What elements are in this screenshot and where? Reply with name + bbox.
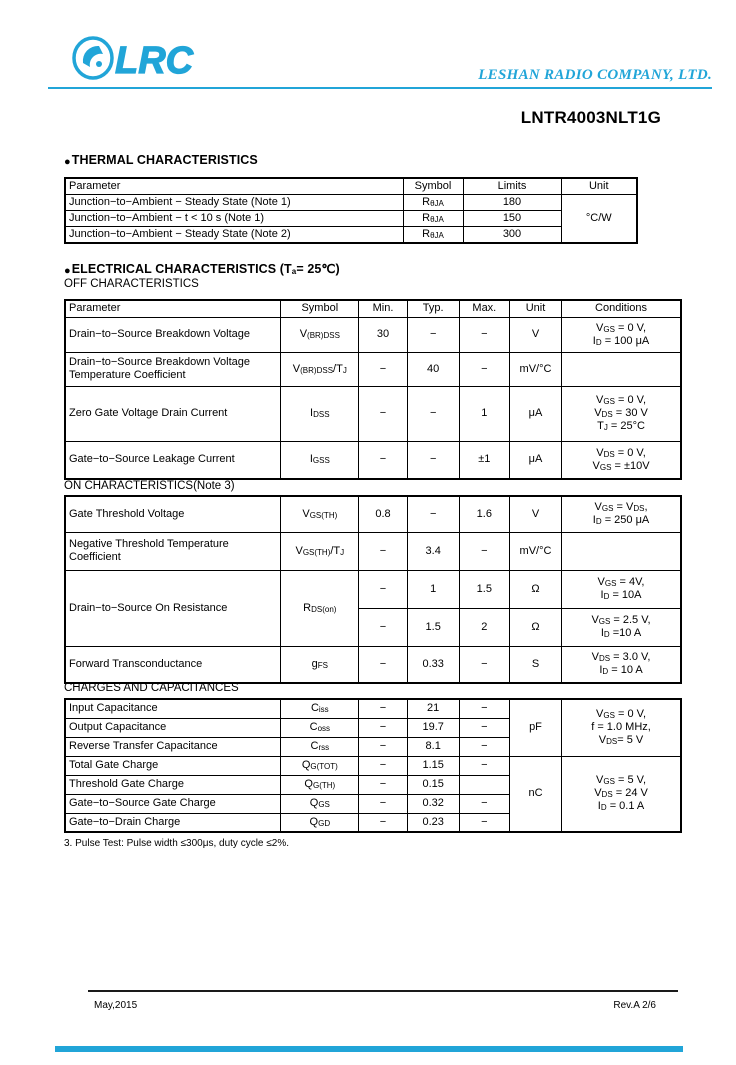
cell-min: − <box>359 756 407 775</box>
thermal-header-row <box>65 178 637 194</box>
cell-min: − <box>359 532 407 570</box>
cell-parameter: Gate−to−Source Leakage Current <box>65 441 281 479</box>
cell-conditions: VDS = 0 V, VGS = ±10V <box>562 441 681 479</box>
cell-unit: mV/°C <box>509 532 561 570</box>
table-row <box>65 699 681 718</box>
cell-max: − <box>459 813 509 832</box>
cell-parameter: Total Gate Charge <box>65 756 281 775</box>
cell-min: − <box>359 386 407 441</box>
table-row <box>65 352 681 386</box>
cell-unit: Ω <box>509 570 561 608</box>
bullet-icon: ● <box>64 156 71 168</box>
table-row <box>65 194 637 210</box>
col-header-symbol: Symbol <box>403 178 463 194</box>
cell-min: − <box>359 570 407 608</box>
cell-unit: nC <box>509 756 561 832</box>
col-header-limits: Limits <box>463 178 561 194</box>
table-row <box>65 210 637 226</box>
cell-min: − <box>359 441 407 479</box>
cell-min: − <box>359 775 407 794</box>
cell-typ: 21 <box>407 699 459 718</box>
cell-typ: 19.7 <box>407 718 459 737</box>
cell-max: − <box>459 756 509 775</box>
cell-typ: 1.5 <box>407 608 459 646</box>
cell-max: 1.6 <box>459 496 509 532</box>
cell-conditions <box>562 352 681 386</box>
charges-capacitances-table <box>64 698 682 833</box>
on-characteristics-label: ON CHARACTERISTICS(Note 3) <box>64 480 235 492</box>
cell-max: 1 <box>459 386 509 441</box>
cell-max: 2 <box>459 608 509 646</box>
cell-typ: 40 <box>407 352 459 386</box>
cell-parameter: Reverse Transfer Capacitance <box>65 737 281 756</box>
cell-max: − <box>459 646 509 683</box>
table-row <box>65 317 681 352</box>
lrc-logo <box>70 34 210 89</box>
col-header-typ: Typ. <box>407 300 459 317</box>
cell-symbol: VGS(TH)/TJ <box>281 532 359 570</box>
cell-symbol: IGSS <box>281 441 359 479</box>
cell-parameter: Gate−to−Drain Charge <box>65 813 281 832</box>
cell-min: − <box>359 646 407 683</box>
cell-typ: 1.15 <box>407 756 459 775</box>
cell-symbol: VGS(TH) <box>281 496 359 532</box>
cell-min: − <box>359 718 407 737</box>
cell-min: − <box>359 608 407 646</box>
col-header-parameter: Parameter <box>65 300 281 317</box>
cell-parameter: Gate Threshold Voltage <box>65 496 281 532</box>
cell-parameter: Gate−to−Source Gate Charge <box>65 794 281 813</box>
col-header-min: Min. <box>359 300 407 317</box>
cell-parameter: Forward Transconductance <box>65 646 281 683</box>
off-characteristics-table <box>64 299 682 480</box>
cell-symbol: RθJA <box>403 194 463 210</box>
cell-max <box>459 775 509 794</box>
cell-symbol: Crss <box>281 737 359 756</box>
col-header-unit: Unit <box>509 300 561 317</box>
cell-symbol: Coss <box>281 718 359 737</box>
cell-symbol: RθJA <box>403 226 463 243</box>
cell-max: ±1 <box>459 441 509 479</box>
cell-unit: V <box>509 317 561 352</box>
logo-emblem-icon <box>74 38 112 78</box>
footer-revision: Rev.A 2/6 <box>613 1000 656 1011</box>
cell-unit: S <box>509 646 561 683</box>
cell-max: 1.5 <box>459 570 509 608</box>
cell-typ: 0.32 <box>407 794 459 813</box>
company-name: LESHAN RADIO COMPANY, LTD. <box>478 67 712 83</box>
cell-parameter: Drain−to−Source Breakdown Voltage <box>65 317 281 352</box>
cell-parameter: Threshold Gate Charge <box>65 775 281 794</box>
table-row <box>65 496 681 532</box>
cell-symbol: Ciss <box>281 699 359 718</box>
table-row <box>65 441 681 479</box>
col-header-max: Max. <box>459 300 509 317</box>
table-row <box>65 756 681 775</box>
table-row <box>65 226 637 243</box>
cell-typ: 0.23 <box>407 813 459 832</box>
cell-unit: μA <box>509 386 561 441</box>
cell-typ: 8.1 <box>407 737 459 756</box>
cell-unit: V <box>509 496 561 532</box>
cell-typ: − <box>407 496 459 532</box>
cell-parameter: Junction−to−Ambient − Steady State (Note 1) <box>65 194 403 210</box>
cell-symbol: QGS <box>281 794 359 813</box>
col-header-unit: Unit <box>561 178 637 194</box>
cell-parameter: Output Capacitance <box>65 718 281 737</box>
cell-conditions: VGS = 5 V, VDS = 24 V ID = 0.1 A <box>562 756 681 832</box>
cell-conditions: VGS = 0 V, f = 1.0 MHz, VDS= 5 V <box>562 699 681 756</box>
cell-limit: 300 <box>463 226 561 243</box>
footer-date: May,2015 <box>94 1000 138 1011</box>
electrical-title-text: ELECTRICAL CHARACTERISTICS (Ta= 25℃) <box>71 262 340 276</box>
thermal-title-text: THERMAL CHARACTERISTICS <box>71 153 258 167</box>
cell-min: − <box>359 813 407 832</box>
table-row <box>65 646 681 683</box>
cell-typ: 1 <box>407 570 459 608</box>
cell-parameter: Zero Gate Voltage Drain Current <box>65 386 281 441</box>
col-header-conditions: Conditions <box>562 300 681 317</box>
charges-capacitances-label: CHARGES AND CAPACITANCES <box>64 682 239 694</box>
cell-conditions: VGS = 0 V, ID = 100 μA <box>562 317 681 352</box>
bullet-icon: ● <box>64 265 71 277</box>
cell-parameter: Drain−to−Source Breakdown Voltage Temperature Coefficient <box>65 352 281 386</box>
off-characteristics-label: OFF CHARACTERISTICS <box>64 278 199 290</box>
cell-parameter: Negative Threshold Temperature Coefficient <box>65 532 281 570</box>
col-header-parameter: Parameter <box>65 178 403 194</box>
cell-conditions <box>562 532 681 570</box>
cell-typ: − <box>407 386 459 441</box>
cell-typ: 3.4 <box>407 532 459 570</box>
cell-conditions: VGS = 0 V, VDS = 30 V TJ = 25°C <box>562 386 681 441</box>
col-header-symbol: Symbol <box>281 300 359 317</box>
cell-parameter: Junction−to−Ambient − Steady State (Note 2) <box>65 226 403 243</box>
cell-conditions: VGS = VDS, ID = 250 μA <box>562 496 681 532</box>
cell-max: − <box>459 737 509 756</box>
cell-typ: 0.15 <box>407 775 459 794</box>
cell-symbol: IDSS <box>281 386 359 441</box>
cell-symbol: RDS(on) <box>281 570 359 646</box>
cell-parameter: Input Capacitance <box>65 699 281 718</box>
on-characteristics-table <box>64 495 682 684</box>
table-row <box>65 532 681 570</box>
cell-symbol: V(BR)DSS <box>281 317 359 352</box>
cell-parameter: Drain−to−Source On Resistance <box>65 570 281 646</box>
cell-conditions: VGS = 2.5 V, ID =10 A <box>562 608 681 646</box>
cell-min: − <box>359 352 407 386</box>
cell-symbol: RθJA <box>403 210 463 226</box>
cell-min: − <box>359 794 407 813</box>
cell-max: − <box>459 532 509 570</box>
cell-max: − <box>459 794 509 813</box>
cell-symbol: QGD <box>281 813 359 832</box>
footer-rule <box>88 990 678 992</box>
cell-min: − <box>359 699 407 718</box>
cell-parameter: Junction−to−Ambient − t < 10 s (Note 1) <box>65 210 403 226</box>
cell-max: − <box>459 699 509 718</box>
cell-unit: μA <box>509 441 561 479</box>
cell-min: 30 <box>359 317 407 352</box>
cell-min: 0.8 <box>359 496 407 532</box>
cell-min: − <box>359 737 407 756</box>
cell-typ: 0.33 <box>407 646 459 683</box>
cell-conditions: VGS = 4V, ID = 10A <box>562 570 681 608</box>
thermal-table <box>64 177 638 244</box>
cell-unit: mV/°C <box>509 352 561 386</box>
cell-max: − <box>459 352 509 386</box>
cell-unit: °C/W <box>561 194 637 243</box>
off-header-row <box>65 300 681 317</box>
electrical-section-title <box>64 261 340 277</box>
table-row <box>65 570 681 608</box>
cell-symbol: V(BR)DSS/TJ <box>281 352 359 386</box>
part-number: LNTR4003NLT1G <box>520 108 661 127</box>
cell-max: − <box>459 718 509 737</box>
cell-limit: 150 <box>463 210 561 226</box>
cell-limit: 180 <box>463 194 561 210</box>
header-rule <box>48 87 712 89</box>
pulse-test-footnote: 3. Pulse Test: Pulse width ≤300μs, duty cycle ≤2%. <box>64 838 289 849</box>
cell-conditions: VDS = 3.0 V, ID = 10 A <box>562 646 681 683</box>
thermal-section-title <box>64 153 258 168</box>
cell-unit: pF <box>509 699 561 756</box>
cell-unit: Ω <box>509 608 561 646</box>
logo-text: LRC <box>115 40 194 82</box>
cell-max: − <box>459 317 509 352</box>
cell-symbol: QG(TH) <box>281 775 359 794</box>
cell-typ: − <box>407 317 459 352</box>
bottom-accent-bar <box>55 1046 683 1052</box>
table-row <box>65 386 681 441</box>
cell-symbol: QG(TOT) <box>281 756 359 775</box>
cell-symbol: gFS <box>281 646 359 683</box>
cell-typ: − <box>407 441 459 479</box>
